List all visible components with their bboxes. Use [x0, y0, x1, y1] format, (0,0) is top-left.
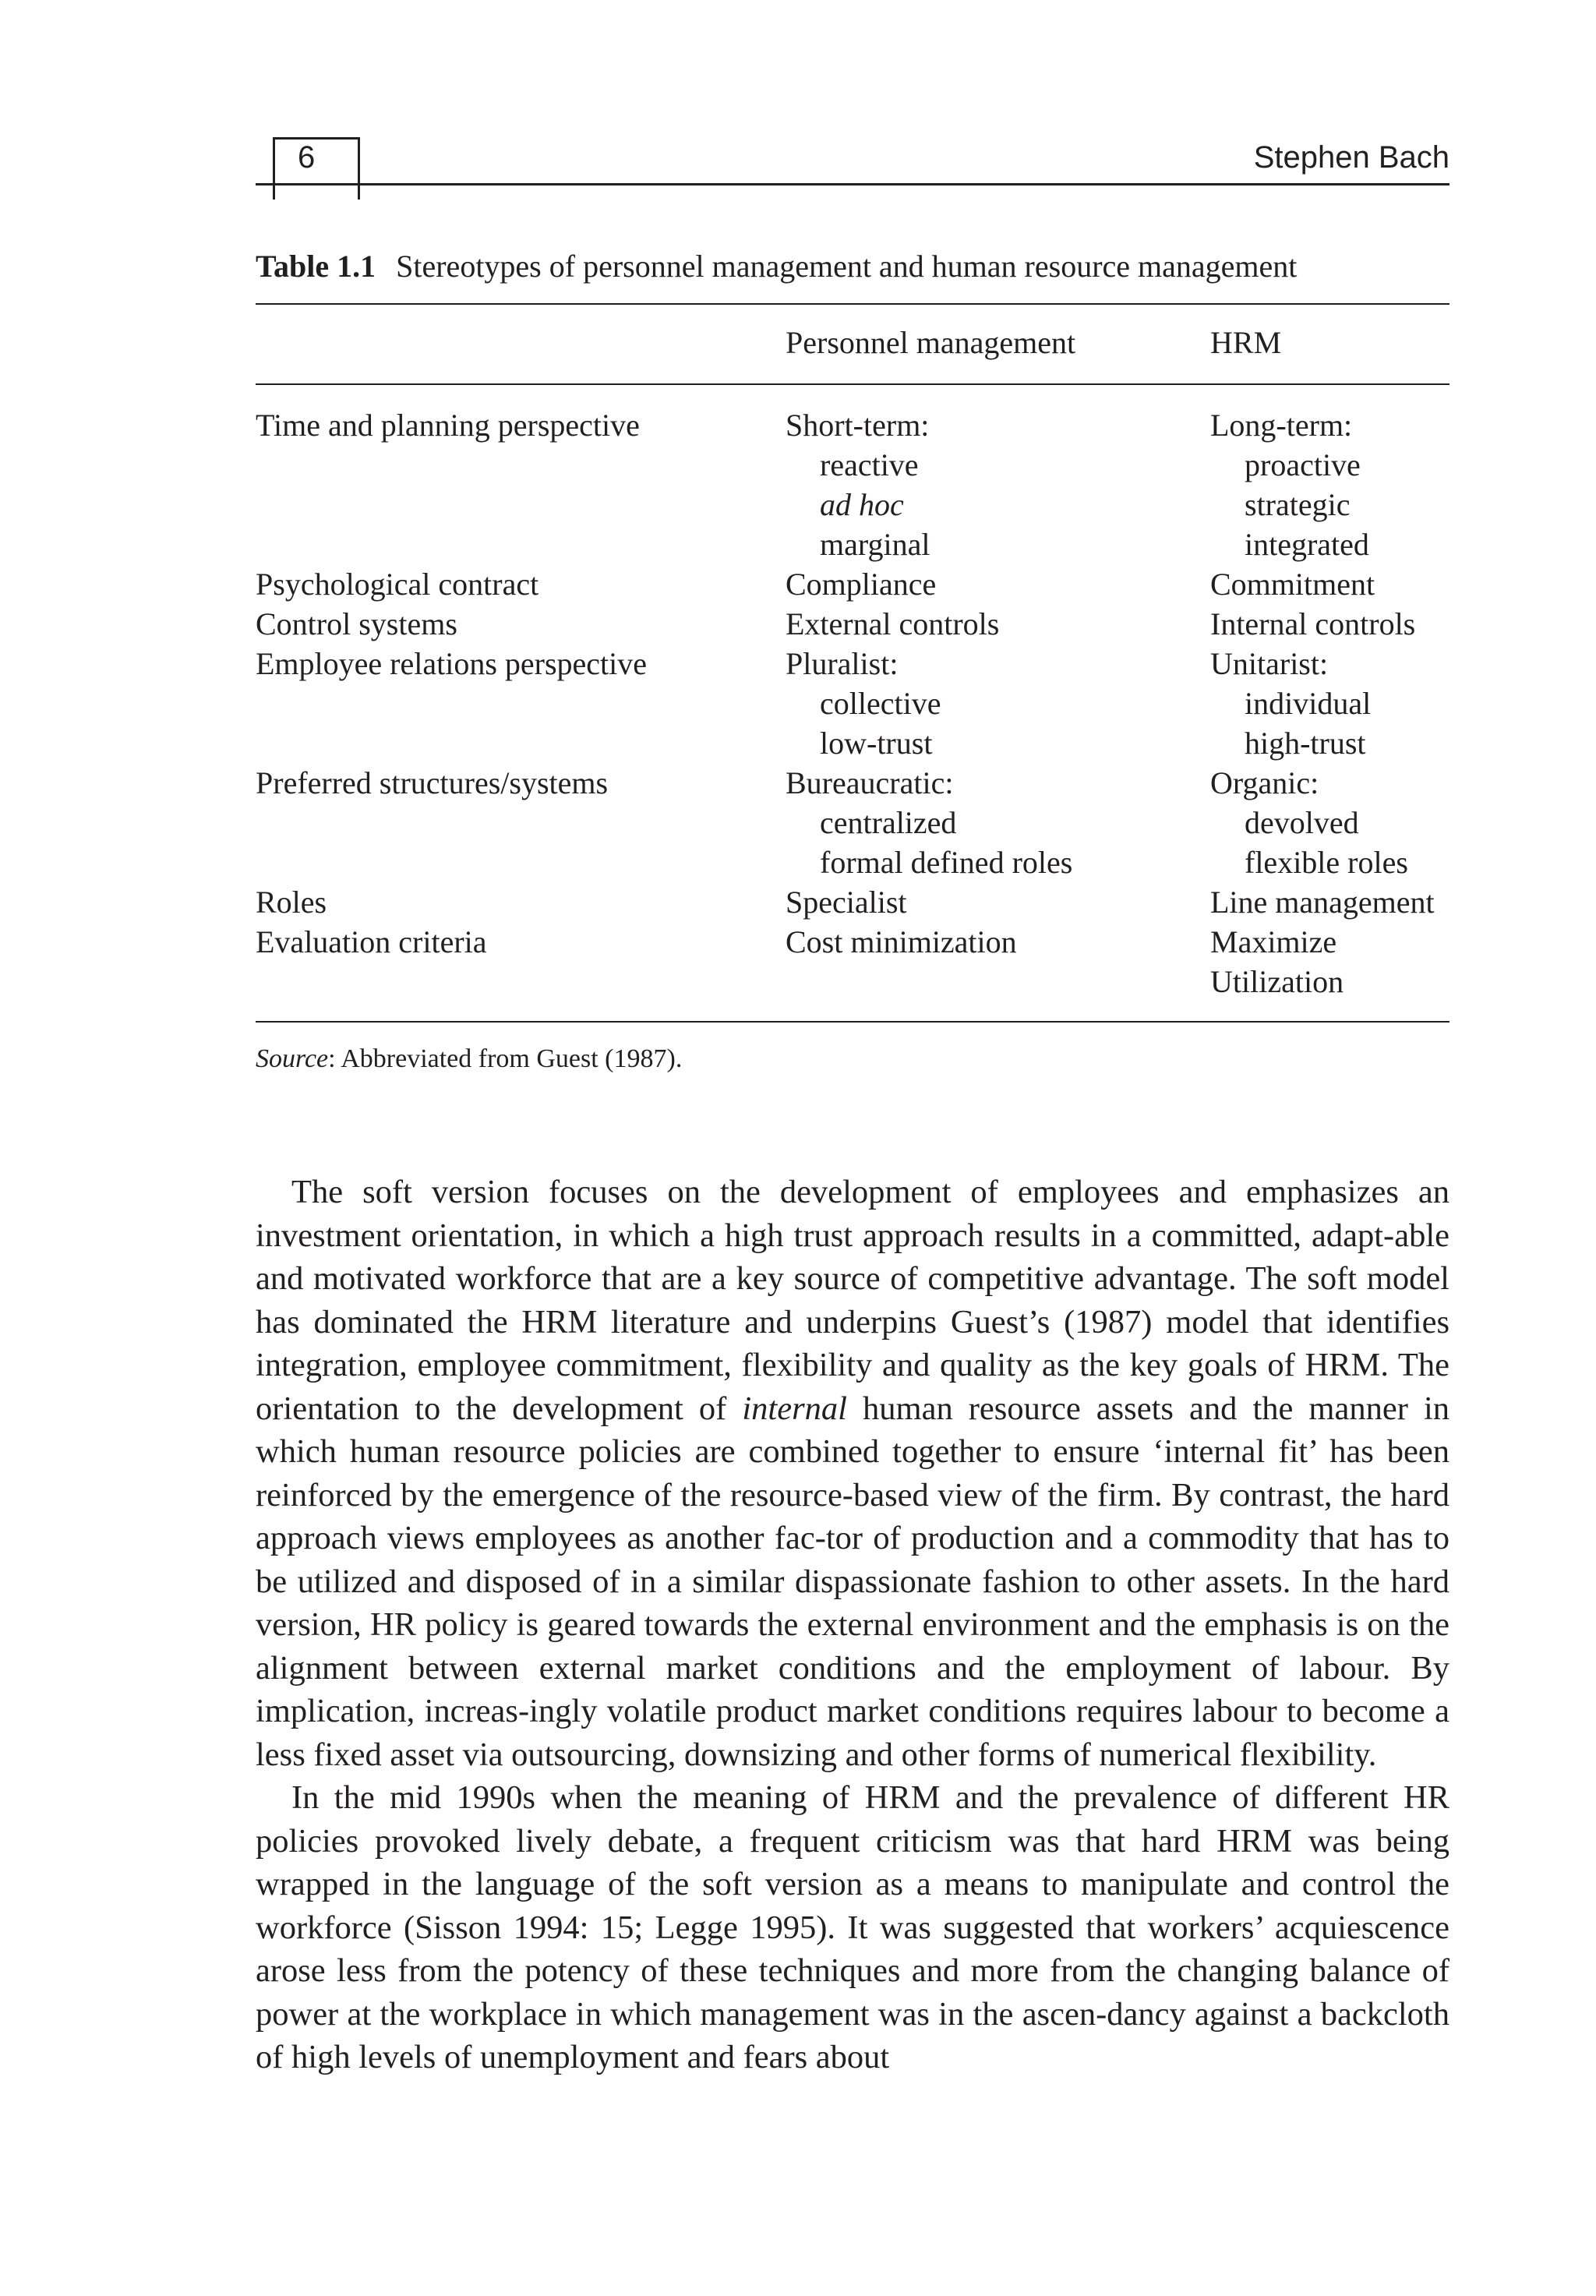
- cell-subitem: high-trust: [1245, 726, 1366, 761]
- hrm-cell: [1210, 763, 1449, 882]
- personnel-cell: [786, 644, 1210, 763]
- row-label: Psychological contract: [256, 567, 539, 602]
- column-header-personnel: Personnel management: [786, 325, 1076, 360]
- personnel-cell: [786, 405, 1210, 564]
- cell-heading: Short-term:: [786, 408, 930, 443]
- paragraph: In the mid 1990s when the meaning of HRM and the prevalence of different HR policies provoked lively debate, a frequent criticism was that hard HRM was being wrapped in the language of the soft version as a means to manipulate and control the workforce (Sisson 1994: 15; Legge 1995). It was suggested that workers’ acquiescence arose less from the potency of these techniques and more from the changing balance of power at the workplace in which management was in the ascen-dancy against a backcloth of high levels of unemployment and fears about: [256, 1779, 1449, 2075]
- table-source-note: [256, 1044, 682, 1074]
- body-text: [256, 1171, 1449, 2079]
- table-row: [256, 763, 1449, 882]
- personnel-cell: Compliance: [786, 567, 937, 602]
- source-label: Source: [256, 1044, 329, 1073]
- emphasis-text: internal: [742, 1390, 847, 1427]
- personnel-cell: External controls: [786, 606, 1000, 641]
- cell-heading: Unitarist:: [1210, 646, 1329, 681]
- cell-heading: Pluralist:: [786, 646, 899, 681]
- row-label: Evaluation criteria: [256, 924, 487, 959]
- table-row: [256, 882, 1449, 922]
- paragraph: [256, 1171, 1449, 1776]
- hrm-cell: Line management: [1210, 885, 1435, 920]
- paragraph-text: The soft version focuses on the development of employees and emphasizes an investment orientation, in which a high trust approach results in a committed, adapt-able and motivated workforce that are a key source of competitive advantage. The soft model has dominated the HRM literature and underpins Guest’s (1987) model that identifies integration, employee commitment, flexibility and quality as the key goals of HRM. The orientation to the development of: [256, 1174, 1449, 1427]
- hrm-cell: Commitment: [1210, 567, 1375, 602]
- row-label: Time and planning perspective: [256, 408, 640, 443]
- table-bottom-rule: [256, 1021, 1449, 1023]
- cell-subitem: individual: [1245, 686, 1372, 721]
- cell-subitem: strategic: [1245, 487, 1351, 522]
- personnel-cell: Specialist: [786, 885, 907, 920]
- table-label: Table 1.1: [256, 249, 376, 284]
- page-number-box: [273, 137, 360, 200]
- paragraph-text: human resource assets and the manner in which human resource policies are combined together to ensure ‘internal fit’ has been reinforced by the emergence of the resource-based view of the firm. By contrast, the hard approach views employees as another fac-tor of production and a commodity that has to be utilized and disposed of in a similar dispassionate fashion to other assets. In the hard version, HR policy is geared towards the external environment and the emphasis is on the alignment between external market conditions and the employment of labour. By implication, increas-ingly volatile product market conditions requires labour to become a less fixed asset via outsourcing, downsizing and other forms of numerical flexibility.: [256, 1390, 1450, 1773]
- table-header-rule: [256, 383, 1449, 385]
- cell-continuation: Utilization: [1210, 964, 1344, 999]
- hrm-cell: [1210, 405, 1449, 564]
- table-row: [256, 564, 1449, 604]
- personnel-cell: Cost minimization: [786, 924, 1017, 959]
- cell-heading: Bureaucratic:: [786, 765, 954, 800]
- cell-heading: Long-term:: [1210, 408, 1353, 443]
- cell-heading: Maximize: [1210, 924, 1337, 959]
- cell-subitem: reactive: [820, 447, 919, 482]
- cell-subitem: low-trust: [820, 726, 933, 761]
- row-label: Roles: [256, 885, 327, 920]
- cell-subitem: centralized: [820, 805, 957, 840]
- row-label: Control systems: [256, 606, 457, 641]
- cell-subitem: flexible roles: [1245, 845, 1408, 880]
- row-label: Employee relations perspective: [256, 646, 648, 681]
- cell-subitem: ad hoc: [820, 487, 904, 522]
- cell-heading: Organic:: [1210, 765, 1319, 800]
- cell-subitem: marginal: [820, 527, 930, 562]
- table-row: [256, 922, 1449, 1001]
- page-number: 6: [298, 140, 316, 175]
- row-label: Preferred structures/systems: [256, 765, 609, 800]
- source-text: : Abbreviated from Guest (1987).: [328, 1044, 683, 1073]
- table-caption: [256, 248, 1297, 284]
- table-body: [256, 405, 1449, 1001]
- table-row: [256, 604, 1449, 644]
- cell-subitem: proactive: [1245, 447, 1361, 482]
- personnel-cell: [786, 763, 1210, 882]
- header-rule: [256, 183, 1449, 185]
- hrm-cell: Internal controls: [1210, 606, 1416, 641]
- table-top-rule: [256, 303, 1449, 305]
- cell-subitem: integrated: [1245, 527, 1369, 562]
- cell-subitem: devolved: [1245, 805, 1359, 840]
- hrm-cell: [1210, 644, 1449, 763]
- running-header: [256, 137, 1449, 201]
- column-header-hrm: HRM: [1210, 325, 1282, 360]
- table-row: [256, 405, 1449, 564]
- table-row: [256, 644, 1449, 763]
- cell-subitem: collective: [820, 686, 941, 721]
- table-title: Stereotypes of personnel management and human resource management: [396, 249, 1298, 284]
- running-head-author: Stephen Bach: [1253, 140, 1449, 175]
- cell-subitem: formal defined roles: [820, 845, 1073, 880]
- hrm-cell: [1210, 922, 1449, 1001]
